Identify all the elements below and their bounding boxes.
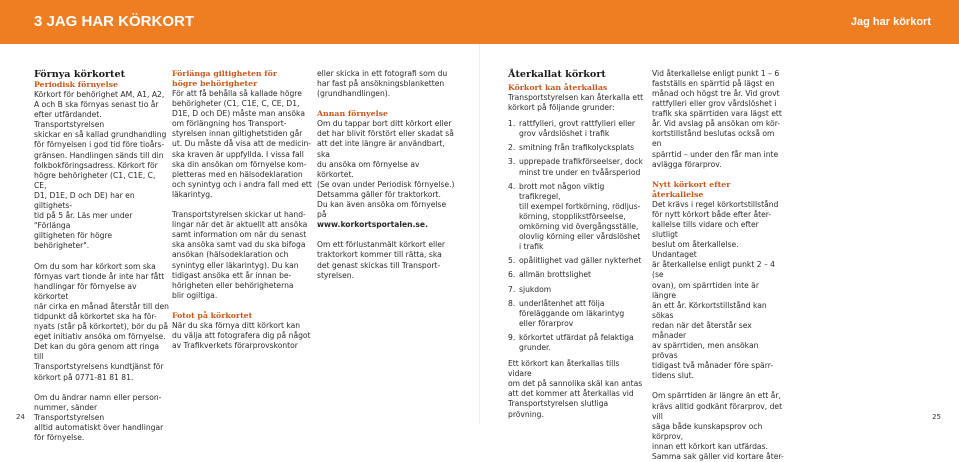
page-number-right: 25 <box>932 413 941 421</box>
subheading-nytt-korkort: Nytt körkort efter återkallelse <box>652 179 731 199</box>
heading-fornya-korkortet: Förnya körkortet <box>34 69 126 80</box>
paragraph: Körkort för behörighet AM, A1, A2, A och B ska förnyas senast tio år efter utfärdandet. Transportstyrelsen skickar en så kallad grundhandling för förnyelsen i god tid före tioårs- gränsen. Handlingen sänds till din folkbokföringsadress. Körkort för högre behörigheter (C1, C1E, C, CE, D1, D1E, D och DE) har en giltighets- tid på 5 år. Läs mer under "Förlänga giltigheten för högre behörigheter". <box>34 90 167 251</box>
column-4 <box>508 69 645 420</box>
column-5-mid <box>652 89 784 462</box>
subheading-annan-fornyelse: Annan förnyelse <box>317 109 388 119</box>
heading-forlanga-giltigheten-line2: högre behörigheter <box>172 79 258 88</box>
subheading-korkort-kan-aterkallas: Körkort kan återkallas <box>508 83 608 92</box>
subheading-fotot-pa-korkortet: Fotot på körkortet <box>172 310 253 320</box>
page-number-left: 24 <box>16 413 25 421</box>
paragraph: För att få behålla så kallade högre behörigheter (C1, C1E, C, CE, D1, D1E, D och DE) måste man ansöka om förlängning hos Transport- styrelsen innan giltighetstiden går ut. Du måste då visa att de medicin- ska kraven är uppfyllda. I vissa fall ska din ansökan om förnyelse kom- pletteras med en hälsodeklaration och synintyg och i andra fall med ett läkarintyg. <box>172 89 312 199</box>
paragraph: Om du tappar bort ditt körkort eller det har blivit förstört eller skadat så att det inte längre är användbart, ska du ansöka om förnyelse av körkortet. (Se ovan under Periodisk förnyelse.) Detsamma gäller för traktorkort. Du kan även ansöka om förnyelse på www.korkortsportalen.se. <box>317 119 457 230</box>
header-bar <box>0 0 959 44</box>
korkortsportalen-link[interactable]: www.korkortsportalen.se. <box>317 220 428 230</box>
paragraph: Transportstyrelsen kan återkalla ett körkort på följande grunder: <box>508 93 644 113</box>
paragraph: När du ska förnya ditt körkort kan du välja att fotografera dig på något av Trafikverkets förarprovskontor <box>172 320 311 351</box>
list-item: 4. brott mot någon viktig trafikregel, till exempel fortkörning, rödljus- körning, stopplikstförseelse, omkörning vid övergångsställe, olovlig körning eller vårdslöshet i trafik <box>508 181 641 252</box>
column-1 <box>34 69 169 443</box>
list-item: 1. rattfylleri, grovt rattfylleri eller grov vårdslöshet i trafik <box>508 119 636 139</box>
page-fold <box>479 44 480 424</box>
paragraph: Ett körkort kan återkallas tills vidare om det på sannolika skäl kan antas att det kommer att återkallas vid Transportstyrelsen slutliga prövning. <box>508 359 643 419</box>
paragraph: Om du som har körkort som ska förnyas vart tionde år inte har fått handlingar för förnyelse av körkortet när cirka en månad återstår till den tidpunkt då körkortet ska ha för- nyats (står på körkortet), bör du på eget initiativ ansöka om förnyelse. Det kan du göra genom att ringa till Transportstyrelsens kundtjänst för körkort på 0771-81 81 81. <box>34 261 169 382</box>
section-title: 3 JAG HAR KÖRKORT <box>34 13 195 30</box>
list-item: 7. sjukdom <box>508 284 552 294</box>
paragraph: Transportstyrelsen skickar ut hand- lingar när det är aktuellt att ansöka samt information om när du senast ska ansöka samt vad du ska bifoga ansökan (hälsodeklaration och synintyg eller läkarintyg). Du kan tidigast ansöka ett år innan be- hörigheten eller behörigheterna blir ogiltiga. <box>172 210 308 300</box>
list-item: 9. körkortet utfärdat på felaktiga grunder. <box>508 332 634 352</box>
paragraph: Om ett förlustanmält körkort eller traktorkort kommer till rätta, ska det genast skickas till Transport- styrelsen. <box>317 240 446 280</box>
heading-forlanga-giltigheten: Förlänga giltigheten för <box>172 69 277 78</box>
paragraph: Om du ändrar namn eller person- nummer, sänder Transportstyrelsen alltid automatiskt över handlingar för förnyelse. <box>34 392 164 442</box>
list-item: 5. opålitlighet vad gäller nykterhet <box>508 256 642 266</box>
paragraph: Det krävs i regel körkortstillstånd för nytt körkort både efter åter- kallelse tills vidare och efter slutligt beslut om återkallelse. Undantaget är återkallelse enligt punkt 2 – 4 (se ovan), om spärrtiden inte är längre än ett år. Körkortstillstånd kan sökas redan när det återstår sex månader av spärrtiden, men ansökan prövas tidigast två månader före spärr- tidens slut. <box>652 199 779 381</box>
paragraph: månad och högst tre år. Vid grovt rattfylleri eller grov vårdslöshet i trafik ska spärrtiden vara lägst ett år. Vid avslag på ansökan om kör- kortstillstånd beslutas också om en spärrtid – under den får man inte avlägga förarprov. <box>652 89 782 169</box>
paragraph: Om spärrtiden är längre än ett år, krävs alltid godkänt förarprov, det vill säga både kunskapsprov och körprov, innan ett körkort kan utfärdas. Samma sak gäller vid kortare åter- <box>652 391 784 461</box>
list-item: 6. allmän brottslighet <box>508 270 591 280</box>
paragraph: eller skicka in ett fotografi som du har fast på ansökningsblanketten (grundhandlingen). <box>317 69 448 99</box>
heading-aterkallat-korkort: Återkallat körkort <box>508 69 606 80</box>
column-3 <box>317 69 457 281</box>
column-5-top <box>652 69 782 89</box>
column-2 <box>172 69 312 351</box>
grounds-list <box>508 119 645 353</box>
paragraph: Vid återkallelse enligt punkt 1 – 6 fastställs en spärrtid på lägst en <box>652 69 780 89</box>
list-item: 3. upprepade trafikförseelser, dock minst tre under en tvåårsperiod <box>508 157 643 177</box>
running-title: Jag har körkort <box>850 16 931 28</box>
list-item: 8. underlåtenhet att följa föreläggande om läkarintyg eller förarprov <box>508 298 625 328</box>
subheading-periodisk-fornyelse: Periodisk förnyelse <box>34 80 118 89</box>
list-item: 2. smitning från trafikolycksplats <box>508 143 635 153</box>
